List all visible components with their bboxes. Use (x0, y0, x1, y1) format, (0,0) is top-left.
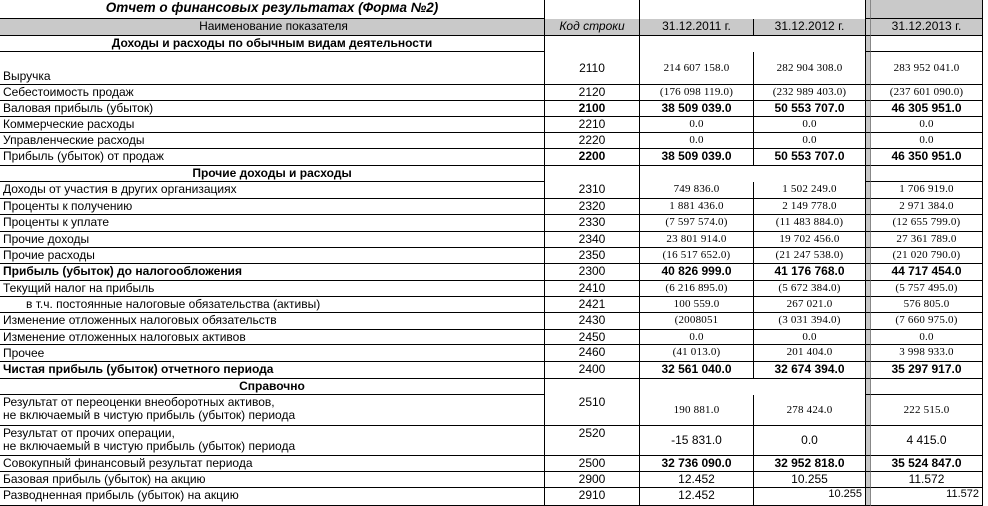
row-value-2011: 32 561 040.0 (640, 362, 754, 379)
row-value-2012: 10.255 (754, 472, 866, 488)
row-value-2012: 0.0 (754, 117, 866, 133)
row-value-2013: 44 717 454.0 (871, 264, 983, 281)
row-name: Себестоимость продаж (0, 85, 545, 101)
header-code: Код строки (545, 19, 640, 36)
row-value-2013: 283 952 041.0 (871, 52, 983, 85)
table-row (0, 232, 988, 248)
row-code: 2320 (545, 199, 640, 215)
row-value-2013: 46 350 951.0 (871, 149, 983, 166)
report-title: Отчет о финансовых результатах (Форма №2) (0, 0, 545, 19)
row-name: Прочие расходы (0, 248, 545, 264)
section-title: Прочие доходы и расходы (0, 166, 545, 182)
table-row (0, 52, 988, 85)
section-title: Справочно (0, 379, 545, 395)
row-value-2011: 190 881.0 (640, 395, 754, 426)
row-value-2013: 35 524 847.0 (871, 456, 983, 472)
row-name: Прочее (0, 345, 545, 362)
row-value-2013: 4 415.0 (871, 426, 983, 456)
section-row (0, 36, 988, 52)
row-name: в т.ч. постоянные налоговые обязательства (активы) (0, 297, 545, 313)
row-code: 2400 (545, 362, 640, 379)
row-name-line2: не включаемый в чистую прибыль (убыток) периода (3, 408, 296, 422)
table-row (0, 133, 988, 149)
row-value-2013: 0.0 (871, 117, 983, 133)
blank-cell (754, 166, 866, 182)
row-value-2011: 0.0 (640, 117, 754, 133)
header-2011: 31.12.2011 г. (640, 19, 754, 36)
row-value-2012: 32 674 394.0 (754, 362, 866, 379)
table-row (0, 199, 988, 215)
row-value-2013: 11.572 (871, 472, 983, 488)
row-value-2013: (12 655 799.0) (871, 215, 983, 232)
row-name: Чистая прибыль (убыток) отчетного периода (0, 362, 545, 379)
row-name: Управленческие расходы (0, 133, 545, 149)
row-name: Доходы от участия в других организациях (0, 182, 545, 199)
row-name-line1: Результат от переоценки внеоборотных активов, (3, 395, 275, 409)
row-code: 2310 (545, 182, 640, 199)
blank-cell (640, 166, 754, 182)
row-value-2012: (232 989 403.0) (754, 85, 866, 101)
header-row (0, 19, 988, 36)
row-value-2013: 222 515.0 (871, 395, 983, 426)
table-row (0, 149, 988, 166)
row-code: 2300 (545, 264, 640, 281)
blank-cell (545, 166, 640, 182)
blank-cell (545, 0, 640, 19)
row-value-2011: 749 836.0 (640, 182, 754, 199)
row-name: Прибыль (убыток) от продаж (0, 149, 545, 166)
table-row (0, 426, 988, 456)
row-value-2011: 32 736 090.0 (640, 456, 754, 472)
row-code: 2910 (545, 488, 640, 506)
row-name: Проценты к получению (0, 199, 545, 215)
row-code: 2421 (545, 297, 640, 313)
row-value-2011: 12.452 (640, 488, 754, 506)
row-value-2011: 214 607 158.0 (640, 52, 754, 85)
row-value-2011: 12.452 (640, 472, 754, 488)
row-code: 2330 (545, 215, 640, 232)
table-row (0, 362, 988, 379)
row-code: 2210 (545, 117, 640, 133)
row-value-2013: 1 706 919.0 (871, 182, 983, 199)
row-value-2012: (3 031 394.0) (754, 313, 866, 330)
blank-cell (871, 0, 983, 19)
row-name: Валовая прибыль (убыток) (0, 101, 545, 117)
table-row (0, 488, 988, 506)
row-value-2011: (41 013.0) (640, 345, 754, 362)
blank-cell (871, 379, 983, 395)
row-code: 2520 (545, 426, 640, 456)
row-value-2012: (11 483 884.0) (754, 215, 866, 232)
table-row (0, 456, 988, 472)
row-code: 2430 (545, 313, 640, 330)
row-value-2012: 0.0 (754, 426, 866, 456)
table-row (0, 330, 988, 345)
table-row (0, 281, 988, 297)
row-name: Изменение отложенных налоговых обязательств (0, 313, 545, 330)
row-value-2012: 278 424.0 (754, 395, 866, 426)
row-code: 2450 (545, 330, 640, 345)
row-value-2013: 0.0 (871, 133, 983, 149)
blank-cell (871, 36, 983, 52)
row-value-2011: 38 509 039.0 (640, 149, 754, 166)
row-value-2013: 11.572 (871, 488, 983, 506)
table-row (0, 264, 988, 281)
row-value-2012: 2 149 778.0 (754, 199, 866, 215)
table-row (0, 182, 988, 199)
table-row (0, 248, 988, 264)
table-row (0, 395, 988, 426)
row-code: 2340 (545, 232, 640, 248)
row-name-line2: не включаемый в чистую прибыль (убыток) периода (3, 439, 296, 453)
row-value-2012: 19 702 456.0 (754, 232, 866, 248)
row-code: 2100 (545, 101, 640, 117)
section-row (0, 379, 988, 395)
row-value-2013: 576 805.0 (871, 297, 983, 313)
table-row (0, 345, 988, 362)
row-name (0, 395, 545, 426)
row-name: Изменение отложенных налоговых активов (0, 330, 545, 345)
row-code: 2510 (545, 395, 640, 426)
row-code: 2110 (545, 52, 640, 85)
table-row (0, 215, 988, 232)
blank-cell (754, 36, 866, 52)
row-value-2011: 0.0 (640, 330, 754, 345)
row-name: Разводненная прибыль (убыток) на акцию (0, 488, 545, 506)
row-value-2012: 10.255 (754, 488, 866, 506)
blank-cell (754, 379, 866, 395)
section-title: Доходы и расходы по обычным видам деятельности (0, 36, 545, 52)
row-value-2011: -15 831.0 (640, 426, 754, 456)
row-name: Совокупный финансовый результат периода (0, 456, 545, 472)
row-value-2011: 38 509 039.0 (640, 101, 754, 117)
row-value-2013: (21 020 790.0) (871, 248, 983, 264)
row-name: Коммерческие расходы (0, 117, 545, 133)
blank-cell (545, 36, 640, 52)
row-value-2011: 1 881 436.0 (640, 199, 754, 215)
row-value-2012: 282 904 308.0 (754, 52, 866, 85)
row-value-2012: 1 502 249.0 (754, 182, 866, 199)
row-code: 2500 (545, 456, 640, 472)
row-code: 2200 (545, 149, 640, 166)
row-value-2011: 40 826 999.0 (640, 264, 754, 281)
blank-cell (871, 166, 983, 182)
blank-cell (640, 0, 754, 19)
row-name: Проценты к уплате (0, 215, 545, 232)
row-name: Текущий налог на прибыль (0, 281, 545, 297)
row-value-2013: (237 601 090.0) (871, 85, 983, 101)
row-value-2011: (6 216 895.0) (640, 281, 754, 297)
row-value-2012: 32 952 818.0 (754, 456, 866, 472)
blank-cell (640, 36, 754, 52)
row-code: 2120 (545, 85, 640, 101)
table-row (0, 85, 988, 101)
row-name: Прибыль (убыток) до налогообложения (0, 264, 545, 281)
row-value-2011: 23 801 914.0 (640, 232, 754, 248)
table-row (0, 313, 988, 330)
row-value-2013: 3 998 933.0 (871, 345, 983, 362)
row-name: Базовая прибыль (убыток) на акцию (0, 472, 545, 488)
header-2012: 31.12.2012 г. (754, 19, 866, 36)
row-name-line1: Результат от прочих операции, (3, 426, 175, 440)
row-value-2013: 46 305 951.0 (871, 101, 983, 117)
row-value-2012: 50 553 707.0 (754, 149, 866, 166)
row-value-2012: (21 247 538.0) (754, 248, 866, 264)
header-2013: 31.12.2013 г. (871, 19, 983, 36)
row-value-2011: 100 559.0 (640, 297, 754, 313)
table-row (0, 101, 988, 117)
row-value-2011: (176 098 119.0) (640, 85, 754, 101)
row-value-2012: 50 553 707.0 (754, 101, 866, 117)
row-value-2012: 201 404.0 (754, 345, 866, 362)
row-code: 2410 (545, 281, 640, 297)
row-value-2013: 27 361 789.0 (871, 232, 983, 248)
row-value-2011: (2008051 (640, 313, 754, 330)
row-name: Выручка (0, 52, 545, 85)
title-row (0, 0, 988, 19)
row-value-2013: (5 757 495.0) (871, 281, 983, 297)
row-value-2013: 2 971 384.0 (871, 199, 983, 215)
row-code: 2460 (545, 345, 640, 362)
row-value-2011: 0.0 (640, 133, 754, 149)
table-row (0, 117, 988, 133)
row-value-2011: (16 517 652.0) (640, 248, 754, 264)
row-value-2013: 35 297 917.0 (871, 362, 983, 379)
row-value-2013: 0.0 (871, 330, 983, 345)
row-value-2013: (7 660 975.0) (871, 313, 983, 330)
header-name: Наименование показателя (0, 19, 545, 36)
row-name: Прочие доходы (0, 232, 545, 248)
blank-cell (640, 379, 754, 395)
row-code: 2350 (545, 248, 640, 264)
blank-cell (754, 0, 866, 19)
row-value-2012: 0.0 (754, 330, 866, 345)
row-code: 2900 (545, 472, 640, 488)
section-row (0, 166, 988, 182)
row-value-2012: 0.0 (754, 133, 866, 149)
row-name (0, 426, 545, 456)
blank-cell (545, 379, 640, 395)
row-code: 2220 (545, 133, 640, 149)
row-value-2012: 41 176 768.0 (754, 264, 866, 281)
table-row (0, 472, 988, 488)
table-row (0, 297, 988, 313)
row-value-2011: (7 597 574.0) (640, 215, 754, 232)
row-value-2012: 267 021.0 (754, 297, 866, 313)
row-value-2012: (5 672 384.0) (754, 281, 866, 297)
